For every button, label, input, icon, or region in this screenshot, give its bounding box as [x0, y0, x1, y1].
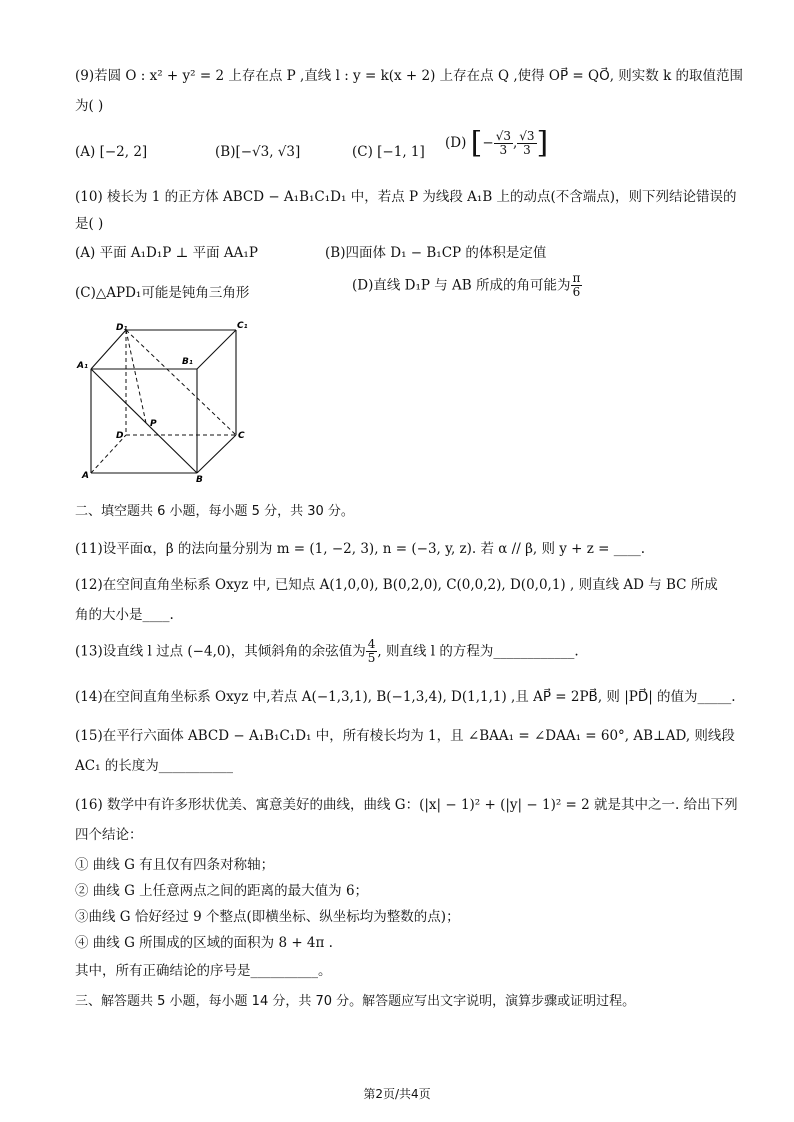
label-b: B — [196, 475, 203, 485]
q9-option-a: (A) [−2, 2] — [75, 144, 148, 160]
page-footer: 第2页/共4页 — [363, 1087, 431, 1101]
q10-stem-line2: 是( ) — [75, 216, 104, 232]
q9-option-b: (B)[−√3, √3] — [215, 144, 301, 160]
q9-option-d-minus: − — [482, 135, 494, 151]
label-a: A — [82, 471, 89, 481]
q16-conclusion-3: ③曲线 G 恰好经过 9 个整点(即横坐标、纵坐标均为整数的点)； — [75, 909, 460, 925]
q13-stem — [75, 638, 579, 665]
section-3-heading: 三、解答题共 5 小题，每小题 14 分，共 70 分。解答题应写出文字说明，演算步骤或证明过程。 — [75, 994, 636, 1009]
q14-stem: (14)在空间直角坐标系 Oxyz 中,若点 A(−1,3,1), B(−1,3,4), D(1,1,1) ,且 AP⃗ = 2PB⃗, 则 |PD⃗| 的值为_____. — [75, 689, 736, 705]
q11-stem: (11)设平面α，β 的法向量分别为 m = (1, −2, 3), n = (−3, y, z). 若 α // β, 则 y + z = ____. — [75, 541, 646, 557]
label-d: D — [116, 431, 124, 441]
q16-question: 其中，所有正确结论的序号是__________。 — [75, 963, 332, 979]
label-c: C — [238, 431, 245, 441]
label-b1: B₁ — [182, 357, 193, 367]
q10-option-d-frac: $\frac{\pi}{6}$ — [572, 271, 581, 299]
q13-suffix: , 则直线 l 的方程为____________. — [377, 643, 579, 660]
edge-a1-d1 — [91, 330, 126, 369]
q10-option-a: (A) 平面 A₁D₁P ⊥ 平面 AA₁P — [75, 245, 258, 261]
segment-d1-p — [126, 330, 146, 423]
q15-stem-line1: (15)在平行六面体 ABCD − A₁B₁C₁D₁ 中，所有棱长均为 1，且 ∠BAA₁ = ∠DAA₁ = 60°, AB⊥AD, 则线段 — [75, 728, 735, 744]
q9-option-c: (C) [−1, 1] — [352, 144, 425, 160]
q9-option-d-comma: , — [512, 135, 518, 151]
label-p: P — [150, 419, 157, 429]
edge-b1-c1 — [197, 330, 236, 369]
q9-option-d-prefix: (D) — [445, 135, 467, 151]
q10-option-c: (C)△APD₁可能是钝角三角形 — [75, 285, 250, 301]
section-2-heading: 二、填空题共 6 小题，每小题 5 分，共 30 分。 — [75, 504, 354, 519]
q9-option-d: (D) [− $\frac{√3}{3}$ , $\frac{√3}{3}$ ] — [445, 125, 549, 161]
q10-option-d-text: (D)直线 D₁P 与 AB 所成的角可能为 — [352, 277, 571, 294]
q16-conclusion-2: ② 曲线 G 上任意两点之间的距离的最大值为 6； — [75, 883, 369, 899]
label-d1: D₁ — [116, 323, 128, 333]
q16-conclusion-4: ④ 曲线 G 所围成的区域的面积为 8 + 4π . — [75, 935, 333, 951]
q12-stem-line1: (12)在空间直角坐标系 Oxyz 中, 已知点 A(1,0,0), B(0,2,0), C(0,0,2), D(0,0,1) , 则直线 AD 与 BC 所成 — [75, 577, 718, 593]
q9-option-d-frac-right: $\frac{√3}{3}$ — [519, 129, 535, 157]
q12-stem-line2: 角的大小是____. — [75, 607, 174, 623]
label-c1: C₁ — [237, 321, 248, 331]
q16-stem-line1: (16) 数学中有许多形状优美、寓意美好的曲线，曲线 G：(|x| − 1)² + (|y| − 1)² = 2 就是其中之一. 给出下列 — [75, 797, 738, 813]
q16-stem-line2: 四个结论： — [75, 827, 143, 843]
cube-figure — [74, 318, 254, 488]
q9-stem-line1: (9)若圆 O : x² + y² = 2 上存在点 P ,直线 l : y = k(x + 2) 上存在点 Q ,使得 OP⃗ = QO⃗, 则实数 k 的取值范围 — [75, 68, 744, 84]
edge-b-c — [197, 435, 236, 473]
q9-stem-line2: 为( ) — [75, 98, 104, 114]
segment-a1-b — [91, 369, 197, 473]
q9-option-d-frac-left: $\frac{√3}{3}$ — [495, 129, 511, 157]
q10-stem-line1: (10) 棱长为 1 的正方体 ABCD − A₁B₁C₁D₁ 中，若点 P 为线段 A₁B 上的动点(不含端点)，则下列结论错误的 — [75, 189, 737, 205]
q10-option-d — [352, 272, 582, 299]
q16-conclusion-1: ① 曲线 G 有且仅有四条对称轴； — [75, 857, 275, 873]
label-a1: A₁ — [77, 361, 88, 371]
q15-stem-line2: AC₁ 的长度为___________ — [75, 758, 234, 774]
q10-option-b: (B)四面体 D₁ − B₁CP 的体积是定值 — [325, 245, 547, 261]
q13-prefix: (13)设直线 l 过点 (−4,0)，其倾斜角的余弦值为 — [75, 643, 366, 660]
q13-frac: $\frac{4}{5}$ — [367, 637, 376, 665]
